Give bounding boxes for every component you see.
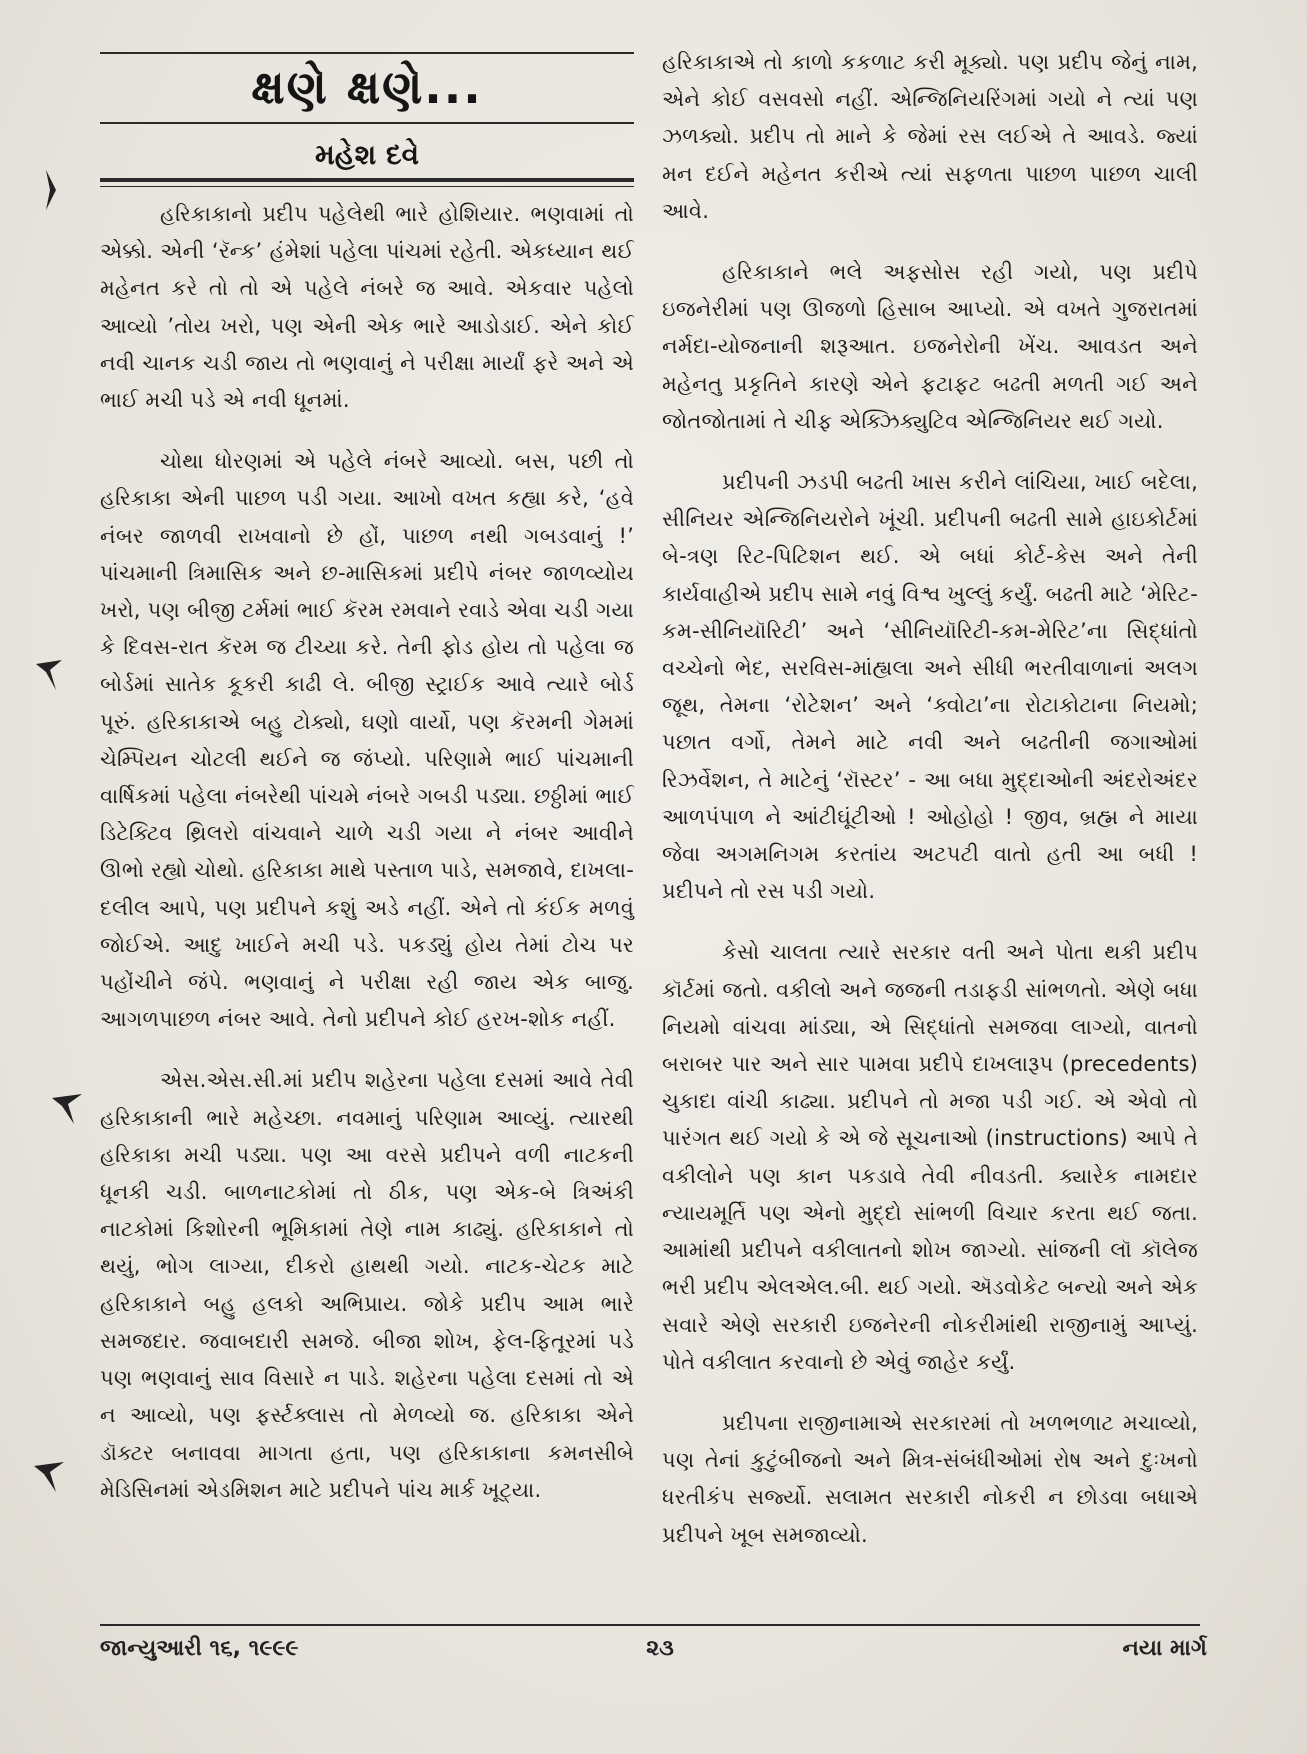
binding-hole-icon [44,170,58,192]
author-underline-thin [100,186,634,187]
binding-hole-icon [36,650,50,672]
binding-hole-icon [52,1090,66,1112]
paragraph: ચોથા ધોરણમાં એ પહેલે નંબરે આવ્યો. બસ, પછી તો હરિકાકા એની પાછળ પડી ગયા. આખો વખત કહ્યા કરે, ‘હવે નંબર જાળવી રાખવાનો છે હોં, પાછળ નથી ગબડવાનું !’ પાંચમાની ત્રિમાસિક અને છ-માસિકમાં પ્રદીપે નંબર જાળવ્યોય ખરો, પણ બીજી ટર્મમાં ભાઈ કૅરમ રમવાને રવાડે એવા ચડી ગયા કે દિવસ-રાત કૅરમ જ ટીચ્યા કરે. તેની ફોડ હોય તો પહેલા જ બોર્ડમાં સાતેક કૂકરી કાઢી લે. બીજી સ્ટ્રાઈક આવે ત્યારે બોર્ડ પૂરું. હરિકાકાએ બહુ ટોક્યો, ઘણો વાર્યો, પણ કૅરમની ગેમમાં ચેમ્પિયન ચોટલી થઈને જ જંપ્યો. પરિણામે ભાઈ પાંચમાની વાર્ષિકમાં પહેલા નંબરેથી પાંચમે નંબરે ગબડી પડ્યા. છઠ્ઠીમાં ભાઈ ડિટેક્ટિવ થ્રિલરો વાંચવાને ચાળે ચડી ગયા ને નંબર આવીને ઊભો રહ્યો ચોથો. હરિકાકા માથે પસ્તાળ પાડે, સમજાવે, દાખલા-દલીલ આપે, પણ પ્રદીપને કશું અડે નહીં. એને તો કંઈક મળવું જોઈએ. આદુ ખાઈને મચી પડે. પકડ્યું હોય તેમાં ટોચ પર પહોંચીને જંપે. ભણવાનું ને પરીક્ષા રહી જાય એક બાજુ. આગળપાછળ નંબર આવે. તેનો પ્રદીપને કોઈ હરખ-શોક નહીં. [100,449,634,1032]
paragraph: પ્રદીપના રાજીનામાએ સરકારમાં તો ખળભળાટ મચાવ્યો, પણ તેનાં કુટુંબીજનો અને મિત્ર-સંબંધીઓમાં રોષ અને દુઃખનો ધરતીકંપ સર્જ્યો. સલામત સરકારી નોકરી ન છોડવા બધાએ પ્રદીપને ખૂબ સમજાવ્યો. [662,1410,1198,1547]
article-title: ક્ષણે ક્ષણે... [251,60,483,114]
footer-rule [100,1624,1200,1626]
paragraph: હરિકાકાએ તો કાળો કકળાટ કરી મૂક્યો. પણ પ્રદીપ જેનું નામ, એને કોઈ વસવસો નહીં. એન્જિનિયરિંગમાં ગયો ને ત્યાં પણ ઝળક્યો. પ્રદીપ તો માને કે જેમાં રસ લઈએ તે આવડે. જ્યાં મન દઈને મહેનત કરીએ ત્યાં સફળતા પાછળ પાછળ ચાલી આવે. [662,50,1198,223]
right-column [662,44,1198,1578]
article-author: મહેશ દવે [314,138,420,171]
binding-hole-icon [34,1452,48,1474]
top-rule [100,52,634,54]
paragraph: પ્રદીપની ઝડપી બઢતી ખાસ કરીને લાંચિયા, ખાઈ બદેલા, સીનિયર એન્જિનિયરોને ખૂંચી. પ્રદીપની બઢતી સામે હાઇકોર્ટમાં બે-ત્રણ રિટ-પિટિશન થઈ. એ બધાં કોર્ટ-કેસ અને તેની કાર્યવાહીએ પ્રદીપ સામે નવું વિશ્વ ખુલ્લું કર્યું. બઢતી માટે ‘મેરિટ-કમ-સીનિયૉરિટી’ અને ‘સીનિયૉરિટી-કમ-મેરિટ’ના સિદ્ધાંતો વચ્ચેનો ભેદ, સરવિસ-માંહ્યલા અને સીધી ભરતીવાળાનાં અલગ જૂથ, તેમના ‘રોટેશન’ અને ‘ક્વોટા’ના રોટાકોટાના નિયમો; પછાત વર્ગો, તેમને માટે નવી અને બઢતીની જગાઓમાં રિઝર્વેશન, તે માટેનું ‘રૉસ્ટર’ - આ બધા મુદ્દાઓની અંદરોઅંદર આળપંપાળ ને આંટીઘૂંટીઓ ! ઓહોહો ! જીવ, બ્રહ્મ ને માયા જેવા અગમનિગમ કરતાંય અટપટી વાતો હતી આ બધી ! પ્રદીપને તો રસ પડી ગયો. [662,470,1198,904]
page-number: ૨૩ [646,1636,674,1661]
paragraph: કેસો ચાલતા ત્યારે સરકાર વતી અને પોતા થકી પ્રદીપ કૉર્ટમાં જતો. વકીલો અને જજની તડાફડી સાંભળતો. એણે બધા નિયમો વાંચવા માંડ્યા, એ સિદ્ધાંતો સમજવા લાગ્યો, વાતનો બરાબર પાર અને સાર પામવા પ્રદીપે દાખલારૂપ (precedents) ચુકાદા વાંચી કાઢ્યા. પ્રદીપને તો મજા પડી ગઈ. એ એવો તો પારંગત થઈ ગયો કે એ જે સૂચનાઓ (instructions) આપે તે વકીલોને પણ કાન પકડાવે તેવી નીવડતી. ક્યારેક નામદાર ન્યાયમૂર્તિ પણ એનો મુદ્દો સાંભળી વિચાર કરતા થઈ જતા. આમાંથી પ્રદીપને વકીલાતનો શોખ જાગ્યો. સાંજની લૉ કૉલેજ ભરી પ્રદીપ એલએલ.બી. થઈ ગયો. ઍડવોકેટ બન્યો અને એક સવારે એણે સરકારી ઇજનેરની નોકરીમાંથી રાજીનામું આપ્યું. પોતે વકીલાત કરવાનો છે એવું જાહેર કર્યું. [662,940,1198,1374]
left-column [100,196,634,1533]
paragraph: એસ.એસ.સી.માં પ્રદીપ શહેરના પહેલા દસમાં આવે તેવી હરિકાકાની ભારે મહેચ્છા. નવમાનું પરિણામ આવ્યું. ત્યારથી હરિકાકા મચી પડ્યા. પણ આ વરસે પ્રદીપને વળી નાટકની ધૂનકી ચડી. બાળનાટકોમાં તો ઠીક, પણ એક-બે ત્રિઅંકી નાટકોમાં કિશોરની ભૂમિકામાં તેણે નામ કાઢ્યું. હરિકાકાને તો થયું, ભોગ લાગ્યા, દીકરો હાથથી ગયો. નાટક-ચેટક માટે હરિકાકાને બહુ હલકો અભિપ્રાય. જોકે પ્રદીપ આમ ભારે સમજદાર. જવાબદારી સમજે. બીજા શોખ, ફેલ-ફિતૂરમાં પડે પણ ભણવાનું સાવ વિસારે ન પાડે. શહેરના પહેલા દસમાં તો એ ન આવ્યો, પણ ફર્સ્ટક્લાસ તો મેળવ્યો જ. હરિકાકા એને ડૉક્ટર બનાવવા માગતા હતા, પણ હરિકાકાના કમનસીબે મેડિસિનમાં એડમિશન માટે પ્રદીપને પાંચ માર્ક ખૂટ્યા. [100,1068,634,1502]
paragraph: હરિકાકાને ભલે અફસોસ રહી ગયો, પણ પ્રદીપે ઇજનેરીમાં પણ ઊજળો હિસાબ આપ્યો. એ વખતે ગુજરાતમાં નર્મદા-યોજનાની શરૂઆત. ઇજનેરોની ખેંચ. આવડત અને મહેનતુ પ્રકૃતિને કારણે એને ફટાફટ બઢતી મળતી ગઈ અને જોતજોતામાં તે ચીફ એક્ઝિક્યુટિવ એન્જિનિયર થઈ ગયો. [662,260,1198,433]
title-underline [100,122,634,124]
paragraph: હરિકાકાનો પ્રદીપ પહેલેથી ભારે હોશિયાર. ભણવામાં તો એક્કો. એની ‘રૅન્ક’ હંમેશાં પહેલા પાંચમાં રહેતી. એકધ્યાન થઈ મહેનત કરે તો તો એ પહેલે નંબરે જ આવે. એકવાર પહેલો આવ્યો ’તોય ખરો, પણ એની એક ભારે આડોડાઈ. એને કોઈ નવી ચાનક ચડી જાય તો ભણવાનું ને પરીક્ષા માર્યાં ફરે અને એ ભાઈ મચી પડે એ નવી ધૂનમાં. [100,202,634,413]
magazine-name: નયા માર્ગ [1122,1636,1207,1661]
author-underline-thick [100,178,634,182]
footer-date: જાન્યુઆરી ૧૬, ૧૯૯૯ [100,1636,299,1661]
